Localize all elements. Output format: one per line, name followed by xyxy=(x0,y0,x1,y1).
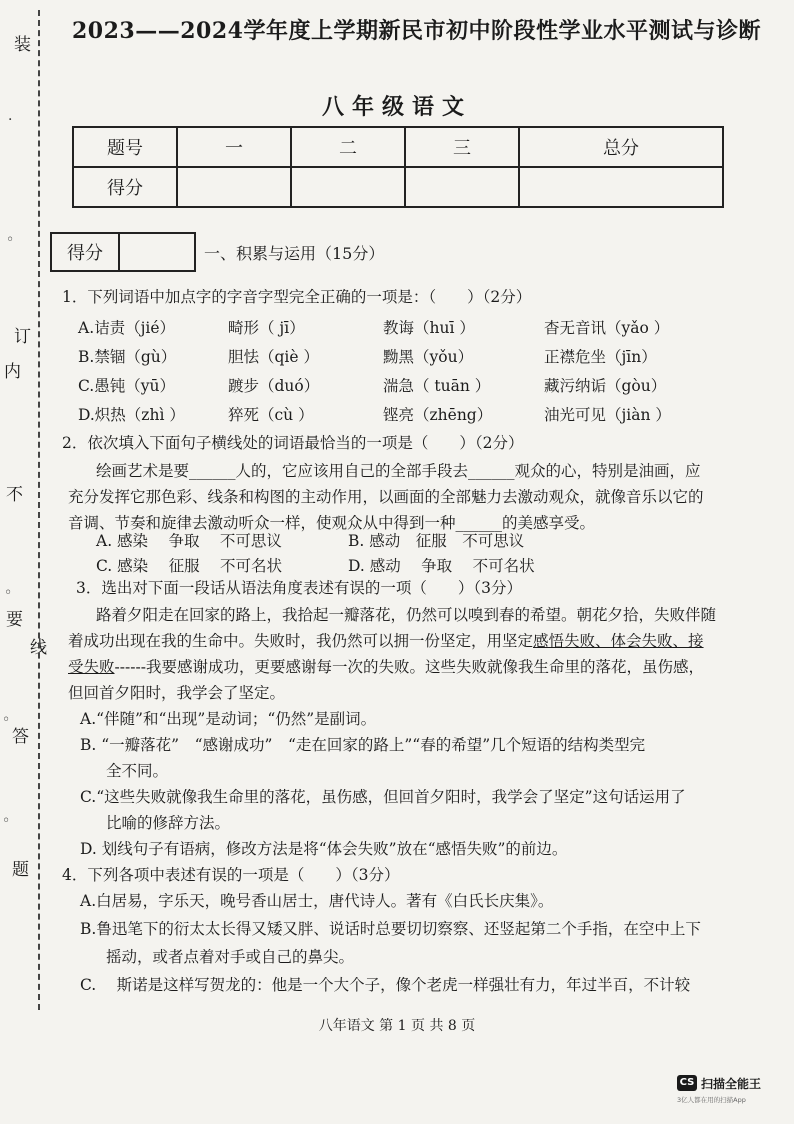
question-2-option: A. 感染 争取 不可思议 xyxy=(96,532,282,550)
binding-margin xyxy=(0,0,50,1030)
question-2-text: 音调、节奏和旋律去激动听众一样，使观众从中得到一种______的美感享受。 xyxy=(68,514,596,532)
question-4-option: C. 斯诺是这样写贺龙的：他是一个大个子，像个老虎一样强壮有力，年过半百，不计较 xyxy=(80,976,691,994)
binding-dashed-line xyxy=(38,10,40,1010)
binding-char: 要 xyxy=(6,610,23,630)
camscanner-logo-icon: CS xyxy=(677,1075,697,1091)
binding-char: 内 xyxy=(4,362,21,382)
score-entry-cell[interactable] xyxy=(405,167,519,207)
question-3-passage: 着成功出现在我的生命中。失败时，我仍然可以拥一份坚定，用坚定感悟失败、体会失败、接 xyxy=(68,632,704,650)
binding-mark: ◦ xyxy=(6,232,15,248)
option-word: A.诘责（jié） xyxy=(78,319,176,337)
question-2-option: B. 感动 征服 不可思议 xyxy=(348,532,525,550)
binding-char: 不 xyxy=(6,485,23,505)
question-2-stem: 2．依次填入下面句子横线处的词语最恰当的一项是（ ）（2分） xyxy=(62,434,524,452)
option-word: 正襟危坐（jīn） xyxy=(544,348,657,366)
option-word: 黝黑（yǒu） xyxy=(383,348,474,366)
option-word: 胆怯（qiè ） xyxy=(228,348,319,366)
binding-mark: ◦ xyxy=(2,813,11,829)
section-score-label: 得分 xyxy=(67,243,103,264)
table-cell: 总分 xyxy=(519,127,723,167)
binding-char: 题 xyxy=(12,860,29,880)
question-4-option: B.鲁迅笔下的衍太太长得又矮又胖、说话时总要切切察察、还竖起第二个手指，在空中上下 xyxy=(80,920,701,938)
option-word: B.禁锢（gù） xyxy=(78,348,177,366)
question-3-stem: 3．选出对下面一段话从语法角度表述有误的一项（ ）（3分） xyxy=(76,579,522,597)
question-3-option: C.“这些失败就像我生命里的落花，虽伤感，但回首夕阳时，我学会了坚定”这句话运用了 xyxy=(80,788,686,806)
table-row xyxy=(73,167,723,207)
underlined-phrase: 感悟失败、体会失败、接 xyxy=(533,632,704,650)
underlined-phrase: 受失败 xyxy=(68,658,115,676)
table-cell: 一 xyxy=(177,127,291,167)
question-3-passage: 路着夕阳走在回家的路上，我拾起一瓣落花，仍然可以嗅到春的希望。朝花夕拾，失败伴随 xyxy=(96,606,717,624)
question-2-option: D. 感动 争取 不可名状 xyxy=(348,557,535,575)
score-entry-cell[interactable] xyxy=(291,167,405,207)
table-cell: 二 xyxy=(291,127,405,167)
question-3-option: D. 划线句子有语病，修改方法是将“体会失败”放在“感悟失败”的前边。 xyxy=(80,840,568,858)
binding-mark: ◦ xyxy=(2,712,11,728)
score-entry-cell[interactable] xyxy=(177,167,291,207)
option-word: 畸形（ jī） xyxy=(228,319,305,337)
question-3-option: B. “一瓣落花” “感谢成功” “走在回家的路上”“春的希望”几个短语的结构类型完 xyxy=(80,736,646,754)
table-cell: 得分 xyxy=(73,167,177,207)
binding-char: 线 xyxy=(30,638,47,658)
score-entry-cell[interactable] xyxy=(519,167,723,207)
watermark-subtitle: 3亿人都在用的扫描App xyxy=(677,1096,746,1104)
section-heading: 一、积累与运用（15分） xyxy=(204,244,385,263)
question-3-option: A.“伴随”和“出现”是动词；“仍然”是副词。 xyxy=(80,710,377,728)
subject-title: 八年级语文 xyxy=(321,94,472,120)
option-word: 藏污纳诟（gòu） xyxy=(544,377,667,395)
binding-char: 订 xyxy=(14,327,31,347)
question-1-stem: 1．下列词语中加点字的字音字型完全正确的一项是：（ ）（2分） xyxy=(62,288,532,306)
question-3-passage: 受失败------我要感谢成功，更要感谢每一次的失败。这些失败就像我生命里的落花，虽伤感， xyxy=(68,658,704,676)
option-word: 油光可见（jiàn ） xyxy=(544,406,671,424)
watermark-name: 扫描全能王 xyxy=(701,1077,762,1091)
option-word: 教诲（huī ） xyxy=(383,319,475,337)
question-3-option: 比喻的修辞方法。 xyxy=(106,814,231,832)
table-cell: 题号 xyxy=(73,127,177,167)
question-3-option: 全不同。 xyxy=(106,762,169,780)
option-word: C.愚钝（yū） xyxy=(78,377,175,395)
table-cell: 三 xyxy=(405,127,519,167)
option-word: 踱步（duó） xyxy=(228,377,320,395)
page-footer: 八年语文 第 1 页 共 8 页 xyxy=(318,1018,476,1034)
table-row xyxy=(73,127,723,167)
binding-char: 装 xyxy=(14,35,31,55)
question-2-text: 充分发挥它那色彩、线条和构图的主动作用，以画面的全部魅力去激动观众，就像音乐以它的 xyxy=(68,488,704,506)
question-2-text: 绘画艺术是要______人的，它应该用自己的全部手段去______观众的心，特别是油画，应 xyxy=(96,462,701,480)
score-table xyxy=(72,126,724,208)
section-score-entry[interactable] xyxy=(118,234,194,270)
option-word: D.炽热（zhì ） xyxy=(78,406,185,424)
option-word: 猝死（cù ） xyxy=(228,406,314,424)
binding-mark: · xyxy=(8,112,13,128)
option-word: 湍急（ tuān ） xyxy=(383,377,491,395)
question-2-option: C. 感染 征服 不可名状 xyxy=(96,557,283,575)
option-word: 铿亮（zhēng） xyxy=(383,406,493,424)
question-4-option: 摇动，或者点着对手或自己的鼻尖。 xyxy=(106,948,355,966)
question-3-passage: 但回首夕阳时，我学会了坚定。 xyxy=(68,684,286,702)
exam-title: 2023——2024学年度上学期新民市初中阶段性学业水平测试与诊断 xyxy=(72,18,761,44)
question-4-option: A.白居易，字乐天，晚号香山居士，唐代诗人。著有《白氏长庆集》。 xyxy=(80,892,554,910)
binding-char: 答 xyxy=(12,727,29,747)
option-word: 杳无音讯（yǎo ） xyxy=(544,319,670,337)
section-score-box xyxy=(50,232,196,272)
binding-mark: ◦ xyxy=(4,585,13,601)
question-4-stem: 4．下列各项中表述有误的一项是（ ）（3分） xyxy=(62,866,400,884)
